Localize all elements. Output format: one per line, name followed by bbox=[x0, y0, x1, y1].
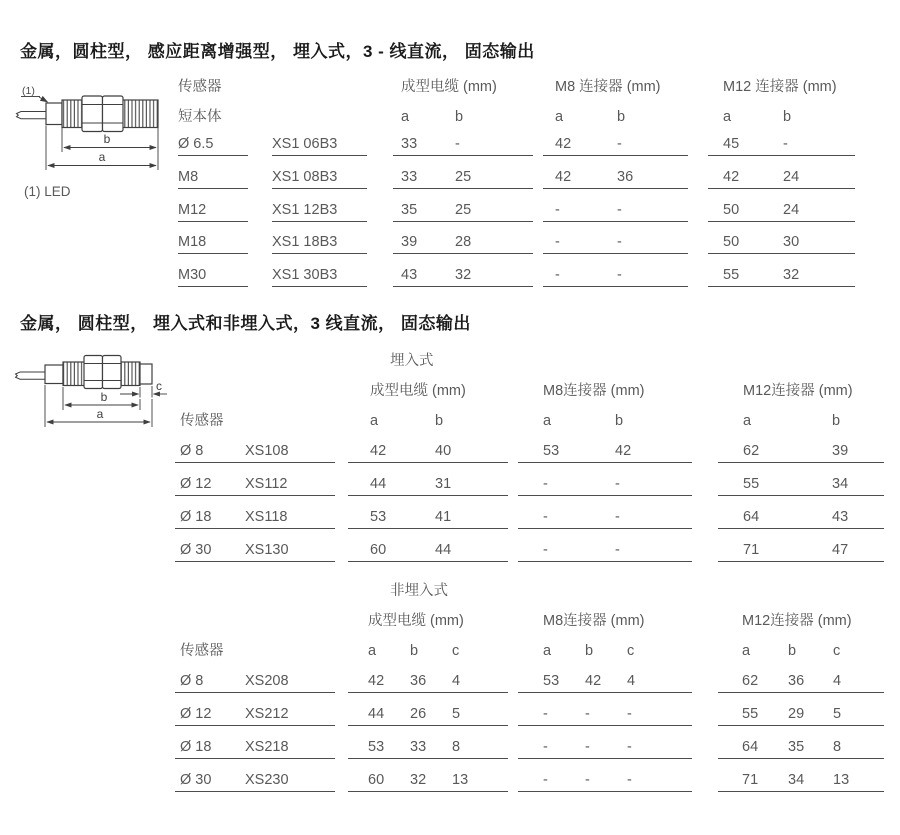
cable-cells: 53 41 bbox=[348, 506, 508, 529]
m8-cells: 53 42 4 bbox=[518, 670, 692, 693]
flush-enhanced-table bbox=[178, 78, 855, 299]
m12-cells: 55 34 bbox=[718, 473, 884, 496]
m8-cells: - - - bbox=[518, 769, 692, 792]
led-caption: (1) LED bbox=[24, 184, 71, 199]
col-b: b bbox=[617, 109, 626, 125]
svg-text:b: b bbox=[103, 132, 111, 146]
col-b: b bbox=[832, 413, 841, 429]
m12-cells: 71 47 bbox=[718, 539, 884, 562]
model-cell: XS1 12B3 bbox=[272, 201, 367, 222]
section1-title: 金属，圆柱型， 感应距离增强型， 埋入式，3 - 线直流， 固态输出 bbox=[20, 42, 535, 61]
m12-cells: 55 29 5 bbox=[718, 703, 884, 726]
table-row bbox=[175, 670, 884, 703]
col-a: a bbox=[723, 109, 732, 125]
cable-cells: 60 44 bbox=[348, 539, 508, 562]
m12-cells: 64 43 bbox=[718, 506, 884, 529]
sensor-model-cells: Ø 30 XS230 bbox=[175, 769, 335, 792]
cable-cells: 33 25 bbox=[393, 168, 533, 189]
model-cell: XS1 18B3 bbox=[272, 233, 367, 254]
cable-cells: 43 32 bbox=[393, 266, 533, 287]
table-row bbox=[175, 703, 884, 736]
cable-cells: 44 26 5 bbox=[348, 703, 508, 726]
table-row bbox=[175, 440, 884, 473]
sensor-diagram-flush bbox=[12, 83, 180, 179]
model-cell: XS1 06B3 bbox=[272, 135, 367, 156]
col-b: b bbox=[585, 643, 594, 659]
svg-text:(1): (1) bbox=[22, 85, 35, 97]
col-c: c bbox=[627, 643, 635, 659]
cable-cells: 35 25 bbox=[393, 201, 533, 222]
svg-text:c: c bbox=[156, 379, 162, 393]
col-a: a bbox=[543, 413, 552, 429]
sensor-model-cells: Ø 8 XS108 bbox=[175, 440, 335, 463]
table3-group-header-row bbox=[175, 612, 884, 642]
m8-cells: - - bbox=[518, 473, 692, 496]
sensor-model-cells: Ø 12 XS112 bbox=[175, 473, 335, 496]
cable-cells: 42 36 4 bbox=[348, 670, 508, 693]
m12-cells: 50 30 bbox=[708, 233, 855, 254]
col-b: b bbox=[615, 413, 624, 429]
m12-cells: 50 24 bbox=[708, 201, 855, 222]
col-b: b bbox=[435, 413, 444, 429]
cable-cells: 33 - bbox=[393, 135, 533, 156]
col-a: a bbox=[370, 413, 379, 429]
table-row bbox=[175, 769, 884, 802]
table1-column-header-row bbox=[178, 108, 855, 135]
table1-group-header-row bbox=[178, 78, 855, 108]
table3-column-header-row bbox=[175, 642, 884, 670]
size-cell: M12 bbox=[178, 201, 248, 222]
m8-cells: - - - bbox=[518, 736, 692, 759]
table2-column-header-row bbox=[175, 412, 884, 440]
m12-cells: 64 35 8 bbox=[718, 736, 884, 759]
m12-cells: 71 34 13 bbox=[718, 769, 884, 792]
cable-cells: 42 40 bbox=[348, 440, 508, 463]
sensor-diagram-nonflush bbox=[12, 350, 180, 432]
cable-group-header: 成型电缆 (mm) bbox=[368, 613, 464, 629]
m8-group-header: M8 连接器 (mm) bbox=[555, 79, 661, 95]
section2-title: 金属， 圆柱型， 埋入式和非埋入式，3 线直流， 固态输出 bbox=[20, 314, 471, 333]
body-header: 短本体 bbox=[178, 109, 222, 125]
model-cell: XS1 08B3 bbox=[272, 168, 367, 189]
m8-cells: 42 36 bbox=[543, 168, 688, 189]
size-cell: M18 bbox=[178, 233, 248, 254]
sensor-model-cells: Ø 30 XS130 bbox=[175, 539, 335, 562]
m12-cells: 62 39 bbox=[718, 440, 884, 463]
col-b: b bbox=[788, 643, 797, 659]
cable-cells: 60 32 13 bbox=[348, 769, 508, 792]
dimension-a bbox=[45, 385, 152, 427]
col-a: a bbox=[543, 643, 552, 659]
m8-cells: - - bbox=[543, 266, 688, 287]
hex-nuts bbox=[82, 96, 123, 132]
m8-cells: - - bbox=[518, 506, 692, 529]
dimension-b bbox=[62, 128, 158, 170]
col-a: a bbox=[743, 413, 752, 429]
col-c: c bbox=[833, 643, 841, 659]
table-row bbox=[175, 736, 884, 769]
col-b: b bbox=[410, 643, 419, 659]
sensor-model-cells: Ø 12 XS212 bbox=[175, 703, 335, 726]
housing bbox=[46, 103, 62, 125]
m8-group-header: M8连接器 (mm) bbox=[543, 383, 645, 399]
col-a: a bbox=[401, 109, 410, 125]
nonflush-subtitle: 非埋入式 bbox=[390, 583, 448, 599]
cable-group-header: 成型电缆 (mm) bbox=[370, 383, 466, 399]
table-row bbox=[175, 539, 884, 572]
m8-cells: - - bbox=[543, 201, 688, 222]
m12-group-header: M12连接器 (mm) bbox=[743, 383, 853, 399]
col-b: b bbox=[783, 109, 792, 125]
m12-group-header: M12连接器 (mm) bbox=[742, 613, 852, 629]
m8-group-header: M8连接器 (mm) bbox=[543, 613, 645, 629]
table-row bbox=[178, 201, 855, 234]
table-row bbox=[178, 135, 855, 168]
col-a: a bbox=[555, 109, 564, 125]
housing bbox=[45, 365, 63, 384]
cable bbox=[17, 112, 47, 119]
model-cell: XS1 30B3 bbox=[272, 266, 367, 287]
sensing-tip bbox=[140, 364, 152, 384]
table-row bbox=[178, 266, 855, 299]
table-row bbox=[175, 506, 884, 539]
sensor-model-cells: Ø 18 XS218 bbox=[175, 736, 335, 759]
led-callout bbox=[21, 85, 48, 102]
svg-text:a: a bbox=[98, 150, 106, 164]
col-c: c bbox=[452, 643, 460, 659]
sensor-model-cells: Ø 18 XS118 bbox=[175, 506, 335, 529]
col-a: a bbox=[368, 643, 377, 659]
col-b: b bbox=[455, 109, 464, 125]
sensor-model-cells: Ø 8 XS208 bbox=[175, 670, 335, 693]
m12-group-header: M12 连接器 (mm) bbox=[723, 79, 837, 95]
table-row bbox=[175, 473, 884, 506]
sensor-header: 传感器 bbox=[180, 413, 224, 429]
size-cell: M8 bbox=[178, 168, 248, 189]
nonflush-table bbox=[175, 582, 884, 802]
size-cell: M30 bbox=[178, 266, 248, 287]
svg-text:b: b bbox=[100, 390, 108, 404]
cable bbox=[16, 372, 46, 379]
cable-cells: 44 31 bbox=[348, 473, 508, 496]
sensor-header: 传感器 bbox=[178, 79, 222, 95]
m8-cells: 42 - bbox=[543, 135, 688, 156]
table2-group-header-row bbox=[175, 382, 884, 412]
m12-cells: 42 24 bbox=[708, 168, 855, 189]
m12-cells: 62 36 4 bbox=[718, 670, 884, 693]
sensor-header: 传感器 bbox=[180, 643, 224, 659]
flush-table bbox=[175, 352, 884, 572]
cable-cells: 53 33 8 bbox=[348, 736, 508, 759]
m8-cells: - - - bbox=[518, 703, 692, 726]
hex-nuts bbox=[84, 356, 121, 389]
table-row bbox=[178, 233, 855, 266]
m8-cells: - - bbox=[543, 233, 688, 254]
svg-text:a: a bbox=[96, 407, 104, 421]
m12-cells: 45 - bbox=[708, 135, 855, 156]
flush-subtitle: 埋入式 bbox=[390, 353, 434, 369]
cable-cells: 39 28 bbox=[393, 233, 533, 254]
m8-cells: 53 42 bbox=[518, 440, 692, 463]
size-cell: Ø 6.5 bbox=[178, 135, 248, 156]
cable-group-header: 成型电缆 (mm) bbox=[401, 79, 497, 95]
col-a: a bbox=[742, 643, 751, 659]
table-row bbox=[178, 168, 855, 201]
m8-cells: - - bbox=[518, 539, 692, 562]
m12-cells: 55 32 bbox=[708, 266, 855, 287]
